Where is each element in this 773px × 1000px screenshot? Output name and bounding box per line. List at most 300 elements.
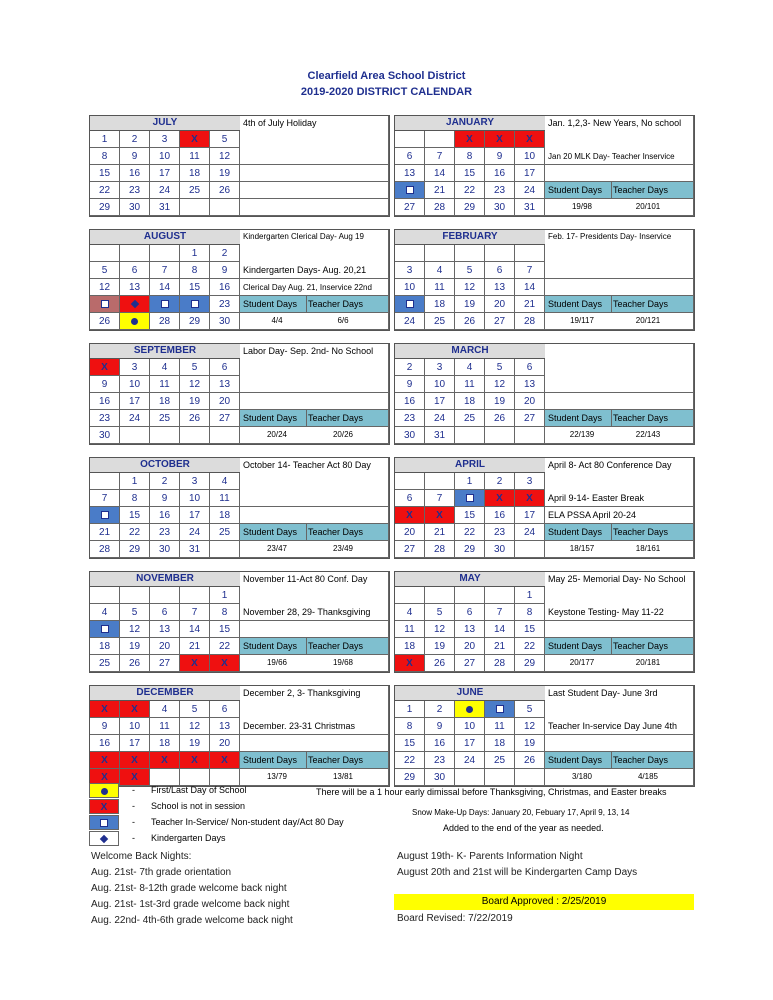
- day-cell: [455, 587, 485, 604]
- day-cell: 29: [515, 655, 545, 672]
- teacher-days-label: Teacher Days: [613, 299, 669, 309]
- days-count-labels: [545, 752, 694, 769]
- calendar-note: [545, 165, 694, 182]
- day-cell: 24: [120, 410, 150, 427]
- day-cell: 16: [485, 507, 515, 524]
- calendar-note: 4th of July Holiday: [240, 116, 389, 148]
- day-cell: 26: [485, 410, 515, 427]
- day-cell: 24: [515, 524, 545, 541]
- day-cell: [425, 473, 455, 490]
- day-cell: 6: [210, 701, 240, 718]
- teacher-days-count: 6/6: [337, 316, 349, 325]
- day-cell: 19: [210, 165, 240, 182]
- day-cell: [210, 541, 240, 558]
- calendar-note: ELA PSSA April 20-24: [545, 507, 694, 524]
- day-cell: 12: [90, 279, 120, 296]
- teacher-days-label: Teacher Days: [613, 755, 669, 765]
- day-cell: [485, 245, 515, 262]
- day-cell: 5: [485, 359, 515, 376]
- day-cell: 21: [485, 638, 515, 655]
- day-cell: 9: [395, 376, 425, 393]
- day-cell: 13: [210, 718, 240, 735]
- student-days-label: Student Days: [548, 413, 603, 423]
- day-cell: 14: [515, 279, 545, 296]
- calendar-note: [240, 490, 389, 507]
- day-cell-marked: [395, 655, 425, 672]
- day-cell: 26: [90, 313, 120, 330]
- calendar-note: [240, 621, 389, 638]
- teacher-days-count: 4/185: [637, 772, 659, 781]
- teacher-days-count: 20/121: [635, 316, 661, 325]
- day-cell: 5: [210, 131, 240, 148]
- day-cell: 22: [120, 524, 150, 541]
- day-cell: 13: [485, 279, 515, 296]
- days-count-row: [545, 655, 694, 672]
- board-revised: Board Revised: 7/22/2019: [397, 913, 513, 924]
- calendar-note: May 25- Memorial Day- No School: [545, 572, 694, 604]
- day-cell: 1: [210, 587, 240, 604]
- day-cell: 7: [150, 262, 180, 279]
- day-cell: [395, 131, 425, 148]
- day-cell: 6: [210, 359, 240, 376]
- day-cell: 23: [425, 752, 455, 769]
- student-days-label: Student Days: [243, 641, 298, 651]
- student-days-count: 4/4: [271, 316, 283, 325]
- day-cell: 10: [425, 376, 455, 393]
- days-count-labels: [240, 410, 389, 427]
- day-cell: 24: [425, 410, 455, 427]
- day-cell: 15: [395, 735, 425, 752]
- month-jan: [394, 115, 695, 217]
- calendar-note: [240, 165, 389, 182]
- day-cell: 31: [180, 541, 210, 558]
- square-inservice-icon: [161, 300, 169, 308]
- day-cell: 23: [120, 182, 150, 199]
- day-cell: 5: [455, 262, 485, 279]
- teacher-days-count: 22/143: [635, 430, 661, 439]
- day-cell: 24: [395, 313, 425, 330]
- calendar-note: Teacher In-service Day June 4th: [545, 718, 694, 735]
- legend-swatch: [89, 799, 119, 814]
- student-days-count: 20/24: [266, 430, 288, 439]
- day-cell: 2: [210, 245, 240, 262]
- day-cell: 20: [515, 393, 545, 410]
- day-cell: 20: [485, 296, 515, 313]
- day-cell: 16: [210, 279, 240, 296]
- day-cell: 14: [150, 279, 180, 296]
- teacher-days-label: Teacher Days: [613, 527, 669, 537]
- day-cell: 26: [120, 655, 150, 672]
- month-apr: [394, 457, 695, 559]
- x-no-school-icon: X: [101, 362, 108, 373]
- day-cell: 18: [90, 638, 120, 655]
- x-no-school-icon: X: [131, 772, 138, 783]
- added-note: Added to the end of the year as needed.: [443, 823, 604, 833]
- legend-dash: -: [132, 801, 135, 811]
- day-cell: 30: [210, 313, 240, 330]
- day-cell: 10: [150, 148, 180, 165]
- day-cell-marked: [90, 296, 120, 313]
- day-cell: 9: [120, 148, 150, 165]
- day-cell: 1: [180, 245, 210, 262]
- calendar-note: Kindergarten Days- Aug. 20,21: [240, 262, 389, 279]
- day-cell: 11: [395, 621, 425, 638]
- day-cell-marked: [485, 701, 515, 718]
- day-cell: 17: [455, 735, 485, 752]
- day-cell: 10: [120, 718, 150, 735]
- day-cell: 3: [395, 262, 425, 279]
- month-name: DECEMBER: [90, 686, 240, 701]
- day-cell: 4: [150, 359, 180, 376]
- square-inservice-icon: [406, 300, 414, 308]
- calendar-note: April 9-14- Easter Break: [545, 490, 694, 507]
- day-cell: 7: [485, 604, 515, 621]
- day-cell: 18: [210, 507, 240, 524]
- month-may: [394, 571, 695, 673]
- square-inservice-icon: [100, 819, 108, 827]
- calendar-note: Clerical Day Aug. 21, Inservice 22nd: [240, 279, 389, 296]
- day-cell: [485, 769, 515, 786]
- day-cell: [455, 245, 485, 262]
- month-jun: [394, 685, 695, 787]
- day-cell-marked: [515, 490, 545, 507]
- x-no-school-icon: X: [191, 658, 198, 669]
- student-days-label: Student Days: [548, 185, 603, 195]
- day-cell: 22: [515, 638, 545, 655]
- student-days-count: 13/79: [266, 772, 288, 781]
- day-cell: 1: [515, 587, 545, 604]
- day-cell: [210, 427, 240, 444]
- student-days-label: Student Days: [243, 755, 298, 765]
- day-cell: 21: [90, 524, 120, 541]
- legend-dash: -: [132, 785, 135, 795]
- day-cell: 7: [425, 490, 455, 507]
- teacher-days-label: Teacher Days: [308, 755, 364, 765]
- day-cell: [210, 199, 240, 216]
- day-cell: 29: [180, 313, 210, 330]
- days-count-row: [545, 199, 694, 216]
- day-cell: 6: [515, 359, 545, 376]
- day-cell: 11: [180, 148, 210, 165]
- day-cell: 9: [90, 376, 120, 393]
- column-divider: [611, 410, 612, 427]
- teacher-days-count: 20/101: [635, 202, 661, 211]
- month-name: JULY: [90, 116, 240, 131]
- day-cell: 1: [120, 473, 150, 490]
- day-cell: 9: [150, 490, 180, 507]
- student-days-label: Student Days: [548, 527, 603, 537]
- days-count-labels: [545, 410, 694, 427]
- day-cell: 8: [395, 718, 425, 735]
- column-divider: [611, 524, 612, 541]
- month-jul: [89, 115, 390, 217]
- day-cell: 2: [120, 131, 150, 148]
- day-cell: 25: [455, 410, 485, 427]
- square-inservice-icon: [191, 300, 199, 308]
- day-cell: 27: [395, 541, 425, 558]
- day-cell: 4: [210, 473, 240, 490]
- day-cell: [120, 587, 150, 604]
- day-cell: 21: [425, 524, 455, 541]
- day-cell: 13: [120, 279, 150, 296]
- calendar-note: [545, 279, 694, 296]
- day-cell: 30: [150, 541, 180, 558]
- teacher-days-label: Teacher Days: [308, 641, 364, 651]
- day-cell-marked: [180, 655, 210, 672]
- day-cell: 30: [485, 541, 515, 558]
- day-cell: 24: [150, 182, 180, 199]
- student-days-count: 22/139: [569, 430, 595, 439]
- square-inservice-icon: [496, 705, 504, 713]
- day-cell: 30: [90, 427, 120, 444]
- student-days-label: Student Days: [243, 413, 298, 423]
- day-cell: 22: [395, 752, 425, 769]
- day-cell: 28: [485, 655, 515, 672]
- column-divider: [611, 638, 612, 655]
- student-days-count: 20/177: [569, 658, 595, 667]
- day-cell: [425, 587, 455, 604]
- day-cell: 12: [120, 621, 150, 638]
- calendar-note: November 28, 29- Thanksgiving: [240, 604, 389, 621]
- x-no-school-icon: X: [406, 658, 413, 669]
- days-count-row: [545, 769, 694, 786]
- day-cell: 12: [210, 148, 240, 165]
- day-cell: 24: [180, 524, 210, 541]
- day-cell-marked: [150, 296, 180, 313]
- day-cell: 26: [455, 313, 485, 330]
- day-cell: 6: [455, 604, 485, 621]
- legend-swatch: [89, 783, 119, 798]
- day-cell-marked: [90, 507, 120, 524]
- legend-label: School is not in session: [151, 801, 246, 811]
- month-name: AUGUST: [90, 230, 240, 245]
- day-cell: 27: [515, 410, 545, 427]
- day-cell: 18: [180, 165, 210, 182]
- teacher-days-label: Teacher Days: [613, 185, 669, 195]
- day-cell: 30: [425, 769, 455, 786]
- day-cell: 12: [455, 279, 485, 296]
- day-cell: [395, 245, 425, 262]
- day-cell: 3: [425, 359, 455, 376]
- month-name: JUNE: [395, 686, 545, 701]
- day-cell: 23: [90, 410, 120, 427]
- welcome-heading: Welcome Back Nights:: [91, 851, 192, 862]
- day-cell: 11: [455, 376, 485, 393]
- day-cell: 17: [515, 165, 545, 182]
- diamond-kindergarten-icon: [130, 300, 138, 308]
- day-cell: 4: [455, 359, 485, 376]
- teacher-days-label: Teacher Days: [308, 527, 364, 537]
- day-cell: 25: [210, 524, 240, 541]
- calendar-note: Kindergarten Clerical Day- Aug 19: [240, 230, 389, 262]
- day-cell: 19: [515, 735, 545, 752]
- column-divider: [611, 182, 612, 199]
- day-cell: 29: [90, 199, 120, 216]
- x-no-school-icon: X: [100, 802, 108, 813]
- day-cell: 13: [150, 621, 180, 638]
- camp-days-note: August 20th and 21st will be Kindergarten Camp Days: [397, 867, 638, 878]
- day-cell: 21: [180, 638, 210, 655]
- calendar-note: [545, 735, 694, 752]
- square-inservice-icon: [406, 186, 414, 194]
- day-cell: 11: [150, 718, 180, 735]
- calendar-note: [240, 376, 389, 393]
- day-cell: 4: [90, 604, 120, 621]
- day-cell: 2: [150, 473, 180, 490]
- month-name: SEPTEMBER: [90, 344, 240, 359]
- day-cell: 18: [150, 735, 180, 752]
- month-name: FEBRUARY: [395, 230, 545, 245]
- calendar-note: December 2, 3- Thanksgiving: [240, 686, 389, 718]
- day-cell: 2: [485, 473, 515, 490]
- day-cell: 8: [455, 148, 485, 165]
- day-cell: 31: [150, 199, 180, 216]
- day-cell: 25: [90, 655, 120, 672]
- day-cell: 12: [425, 621, 455, 638]
- student-days-count: 19/98: [571, 202, 593, 211]
- day-cell: 5: [120, 604, 150, 621]
- day-cell: 23: [485, 182, 515, 199]
- teacher-days-count: 20/181: [635, 658, 661, 667]
- x-no-school-icon: X: [221, 755, 228, 766]
- teacher-days-count: 20/26: [332, 430, 354, 439]
- teacher-days-count: 19/68: [332, 658, 354, 667]
- day-cell: [180, 587, 210, 604]
- day-cell: 9: [90, 718, 120, 735]
- days-count-labels: [545, 296, 694, 313]
- day-cell: 18: [150, 393, 180, 410]
- day-cell-marked: [90, 752, 120, 769]
- day-cell: 15: [90, 165, 120, 182]
- student-days-count: 3/180: [571, 772, 593, 781]
- days-count-labels: [240, 752, 389, 769]
- day-cell: 5: [515, 701, 545, 718]
- teacher-days-label: Teacher Days: [613, 413, 669, 423]
- day-cell-marked: [180, 752, 210, 769]
- day-cell: 9: [485, 148, 515, 165]
- day-cell: 3: [150, 131, 180, 148]
- day-cell: 27: [485, 313, 515, 330]
- month-mar: [394, 343, 695, 445]
- day-cell-marked: [395, 296, 425, 313]
- day-cell: 21: [515, 296, 545, 313]
- student-days-label: Student Days: [548, 755, 603, 765]
- column-divider: [306, 410, 307, 427]
- day-cell: 16: [150, 507, 180, 524]
- day-cell-marked: [395, 507, 425, 524]
- day-cell: 16: [120, 165, 150, 182]
- days-count-row: [240, 313, 389, 330]
- days-count-row: [545, 313, 694, 330]
- day-cell-marked: [120, 296, 150, 313]
- column-divider: [306, 752, 307, 769]
- day-cell-marked: [150, 752, 180, 769]
- day-cell: [120, 427, 150, 444]
- day-cell: 8: [515, 604, 545, 621]
- teacher-days-label: Teacher Days: [308, 413, 364, 423]
- welcome-item: Aug. 21st- 1st-3rd grade welcome back night: [91, 899, 290, 910]
- day-cell-marked: [425, 507, 455, 524]
- x-no-school-icon: X: [161, 755, 168, 766]
- welcome-item: Aug. 21st- 8-12th grade welcome back night: [91, 883, 287, 894]
- column-divider: [306, 296, 307, 313]
- square-inservice-icon: [466, 494, 474, 502]
- day-cell: 6: [395, 490, 425, 507]
- day-cell: 19: [180, 735, 210, 752]
- calendar-note: Feb. 17- Presidents Day- Inservice: [545, 230, 694, 262]
- day-cell: 19: [120, 638, 150, 655]
- student-days-count: 19/117: [570, 316, 594, 325]
- day-cell: 1: [90, 131, 120, 148]
- student-days-label: Student Days: [548, 641, 603, 651]
- day-cell-marked: [180, 131, 210, 148]
- day-cell-marked: [210, 752, 240, 769]
- day-cell: 20: [210, 735, 240, 752]
- x-no-school-icon: X: [466, 134, 473, 145]
- day-cell: 14: [180, 621, 210, 638]
- day-cell: 1: [455, 473, 485, 490]
- teacher-days-count: 13/81: [332, 772, 354, 781]
- day-cell-marked: [455, 131, 485, 148]
- day-cell: 12: [485, 376, 515, 393]
- legend-dash: -: [132, 833, 135, 843]
- day-cell: 22: [90, 182, 120, 199]
- day-cell: [180, 199, 210, 216]
- day-cell: [90, 473, 120, 490]
- day-cell: 15: [180, 279, 210, 296]
- day-cell: 10: [180, 490, 210, 507]
- day-cell: 30: [395, 427, 425, 444]
- day-cell: 16: [395, 393, 425, 410]
- day-cell: 8: [120, 490, 150, 507]
- day-cell: 28: [515, 313, 545, 330]
- dot-first-last-day-icon: [101, 788, 108, 795]
- day-cell-marked: [90, 359, 120, 376]
- calendar-note: October 14- Teacher Act 80 Day: [240, 458, 389, 490]
- day-cell: 29: [455, 541, 485, 558]
- diamond-kindergarten-icon: [100, 835, 108, 843]
- day-cell: 17: [120, 393, 150, 410]
- calendar-title: 2019-2020 DISTRICT CALENDAR: [300, 86, 473, 98]
- month-name: MAY: [395, 572, 545, 587]
- day-cell: 28: [90, 541, 120, 558]
- x-no-school-icon: X: [191, 755, 198, 766]
- calendar-note: [545, 376, 694, 393]
- day-cell: 28: [425, 541, 455, 558]
- parents-night-note: August 19th- K- Parents Information Night: [397, 851, 583, 862]
- day-cell: 11: [425, 279, 455, 296]
- day-cell: 22: [455, 182, 485, 199]
- student-days-count: 23/47: [266, 544, 288, 553]
- days-count-labels: [240, 296, 389, 313]
- day-cell: 23: [485, 524, 515, 541]
- day-cell: 20: [455, 638, 485, 655]
- day-cell: 26: [515, 752, 545, 769]
- calendar-note: [545, 621, 694, 638]
- x-no-school-icon: X: [436, 510, 443, 521]
- day-cell: 23: [210, 296, 240, 313]
- day-cell: 28: [425, 199, 455, 216]
- day-cell: 30: [485, 199, 515, 216]
- calendar-note: [240, 735, 389, 752]
- day-cell: 26: [425, 655, 455, 672]
- calendar-note: [545, 393, 694, 410]
- x-no-school-icon: X: [191, 134, 198, 145]
- month-name: JANUARY: [395, 116, 545, 131]
- calendar-note: [240, 393, 389, 410]
- column-divider: [611, 752, 612, 769]
- day-cell: 6: [395, 148, 425, 165]
